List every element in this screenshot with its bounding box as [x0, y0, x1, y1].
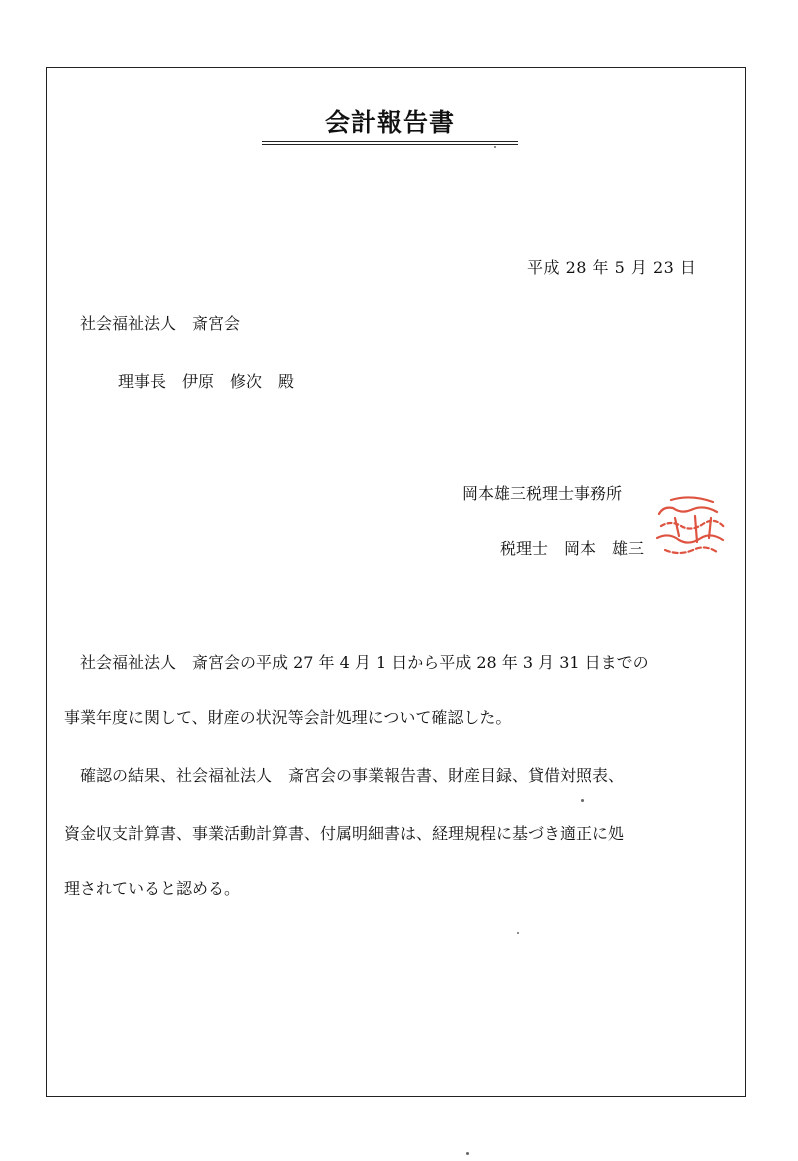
document-title: 会計報告書	[324, 108, 455, 137]
title-double-underline	[262, 141, 518, 145]
addressee-person: 理事長 伊原 修次 殿	[118, 372, 295, 391]
body-line-3: 確認の結果、社会福祉法人 斎宮会の事業報告書、財産目録、貸借対照表、	[80, 766, 625, 785]
issue-date: 平成 28 年 5 月 23 日	[527, 258, 697, 277]
body-line-4: 資金収支計算書、事業活動計算書、付属明細書は、経理規程に基づき適正に処	[64, 824, 625, 843]
red-seal-stamp-icon	[651, 492, 729, 562]
scan-speck	[581, 799, 584, 802]
document-frame	[46, 67, 746, 1097]
title-block	[262, 108, 518, 145]
scan-speck	[466, 1152, 469, 1155]
issuer-accountant: 税理士 岡本 雄三	[500, 539, 645, 558]
scan-speck	[494, 146, 496, 148]
body-line-1: 社会福祉法人 斎宮会の平成 27 年 4 月 1 日から平成 28 年 3 月 31 日までの	[80, 653, 649, 672]
body-line-2: 事業年度に関して、財産の状況等会計処理について確認した。	[64, 708, 512, 727]
issuer-office: 岡本雄三税理士事務所	[462, 484, 623, 503]
addressee-organization: 社会福祉法人 斎宮会	[80, 314, 241, 333]
scan-speck	[517, 932, 519, 934]
body-line-5: 理されていると認める。	[64, 879, 241, 898]
